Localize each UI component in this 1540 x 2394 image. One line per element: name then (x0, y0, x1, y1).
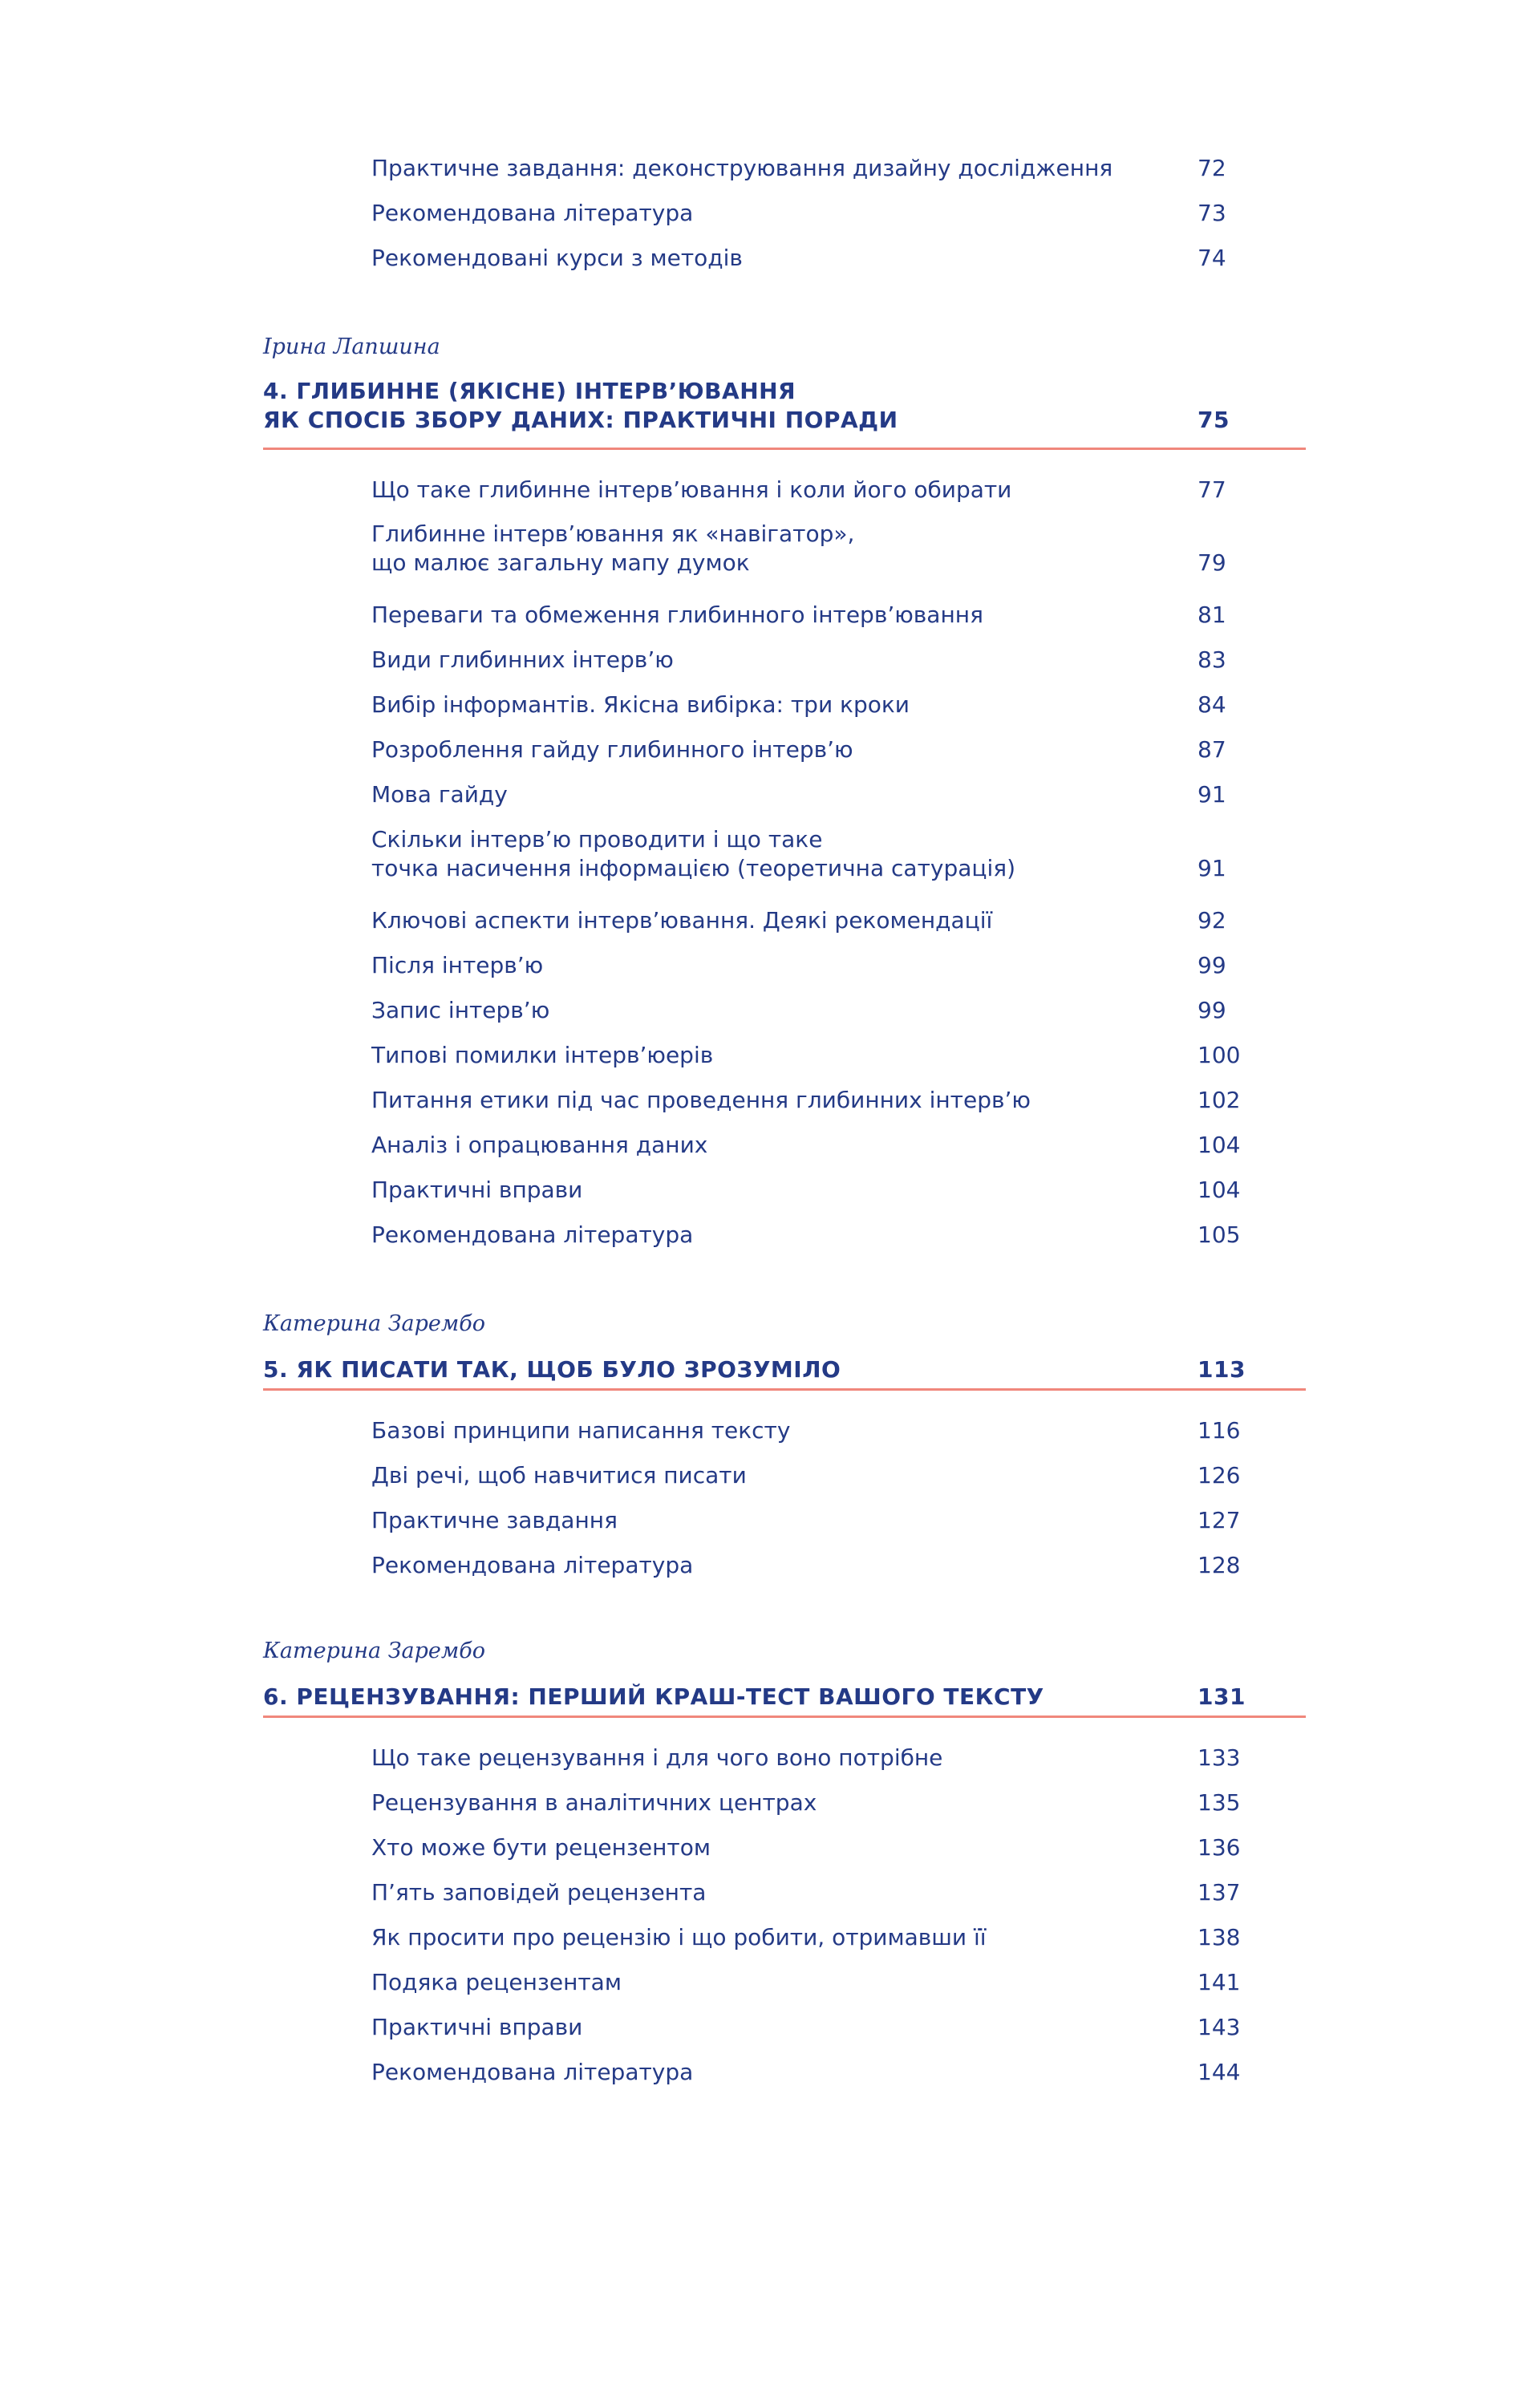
toc-entry-title: Переваги та обмеження глибинного інтерв’ювання (371, 602, 983, 628)
toc-entry[interactable] (371, 951, 1247, 980)
toc-entry-title: що малює загальну мапу думок (371, 549, 750, 576)
toc-entry-title: Рецензування в аналітичних центрах (371, 1789, 817, 1816)
toc-entry-title: Як просити про рецензію і що робити, отримавши її (371, 1924, 987, 1950)
toc-entry-title: Що таке глибинне інтерв’ювання і коли його обирати (371, 476, 1012, 503)
toc-entry-page: 105 (1198, 1221, 1241, 1248)
toc-entry-title: Рекомендована література (371, 200, 694, 226)
toc-entry[interactable] (371, 1968, 1247, 1997)
toc-entry[interactable] (371, 520, 1247, 577)
toc-entry-title: Рекомендовані курси з методів (371, 245, 743, 271)
toc-entry[interactable] (371, 1506, 1247, 1535)
toc-entry-page: 104 (1198, 1177, 1241, 1203)
toc-entry-page: 136 (1198, 1834, 1241, 1861)
toc-entry-title: Аналіз і опрацювання даних (371, 1132, 708, 1158)
toc-entry[interactable] (371, 825, 1247, 883)
toc-entry-page: 137 (1198, 1879, 1241, 1906)
toc-entry-page: 141 (1198, 1969, 1241, 1995)
toc-entry-page: 79 (1198, 549, 1226, 576)
toc-entry-page: 91 (1198, 781, 1226, 808)
toc-entry-page: 144 (1198, 2059, 1241, 2085)
toc-entry-title: Запис інтерв’ю (371, 997, 550, 1023)
toc-entry-title: Вибір інформантів. Якісна вибірка: три кроки (371, 691, 910, 718)
chapter-page: 113 (1198, 1356, 1246, 1383)
toc-entry-title: Практичне завдання (371, 1507, 618, 1533)
toc-entry[interactable] (371, 1878, 1247, 1907)
toc-entry[interactable] (371, 1461, 1247, 1490)
toc-entry-page: 102 (1198, 1087, 1241, 1113)
toc-entry-page: 72 (1198, 155, 1226, 181)
toc-entry[interactable] (371, 1833, 1247, 1862)
toc-entry-title: Подяка рецензентам (371, 1969, 622, 1995)
chapter-author: Ірина Лапшина (263, 334, 440, 359)
toc-entry-page: 99 (1198, 952, 1226, 978)
toc-entry-title: Рекомендована література (371, 1552, 694, 1578)
toc-entry-title: Розроблення гайду глибинного інтерв’ю (371, 736, 853, 763)
toc-entry-title: Після інтерв’ю (371, 952, 544, 978)
toc-entry-page: 77 (1198, 476, 1226, 503)
toc-entry-page: 104 (1198, 1132, 1241, 1158)
toc-entry-title: Типові помилки інтерв’юерів (371, 1042, 714, 1068)
chapter-divider (263, 1388, 1306, 1391)
toc-entry-page: 84 (1198, 691, 1226, 718)
chapter-title-line1: 4. ГЛИБИННЕ (ЯКІСНЕ) ІНТЕРВ’ЮВАННЯ (263, 378, 796, 404)
toc-entry[interactable] (371, 996, 1247, 1025)
toc-entry-title: Що таке рецензування і для чого воно потрібне (371, 1744, 943, 1771)
toc-entry[interactable] (371, 476, 1247, 504)
chapter-author: Катерина Зарембо (263, 1639, 486, 1663)
chapter-author: Катерина Зарембо (263, 1311, 486, 1336)
toc-entry-title: Рекомендована література (371, 2059, 694, 2085)
chapter-title-text: 6. РЕЦЕНЗУВАННЯ: ПЕРШИЙ КРАШ-ТЕСТ ВАШОГО ТЕКСТУ (263, 1683, 1044, 1710)
toc-entry[interactable] (371, 906, 1247, 935)
chapter-divider (263, 448, 1306, 450)
toc-entry-title: Базові принципи написання тексту (371, 1417, 791, 1444)
toc-entry-page: 135 (1198, 1789, 1241, 1816)
toc-entry[interactable] (371, 244, 1247, 273)
toc-entry-page: 99 (1198, 997, 1226, 1023)
toc-entry-page: 133 (1198, 1744, 1241, 1771)
chapter-title[interactable] (263, 377, 1307, 435)
toc-entry-page: 91 (1198, 855, 1226, 881)
toc-entry-title: Мова гайду (371, 781, 508, 808)
toc-entry-title: Практичні вправи (371, 1177, 583, 1203)
toc-entry[interactable] (371, 1041, 1247, 1070)
toc-entry[interactable] (371, 1221, 1247, 1250)
toc-entry[interactable] (371, 154, 1247, 183)
chapter-title-text: 5. ЯК ПИСАТИ ТАК, ЩОБ БУЛО ЗРОЗУМІЛО (263, 1356, 841, 1383)
toc-entry[interactable] (371, 1923, 1247, 1952)
toc-entry[interactable] (371, 601, 1247, 630)
toc-entry-page: 83 (1198, 646, 1226, 673)
toc-entry-title: Види глибинних інтерв’ю (371, 646, 674, 673)
toc-entry-page: 143 (1198, 2014, 1241, 2040)
chapter-title[interactable] (263, 1683, 1307, 1711)
toc-entry[interactable] (371, 1788, 1247, 1817)
toc-entry-page: 126 (1198, 1462, 1241, 1489)
toc-entry-page: 74 (1198, 245, 1226, 271)
toc-entry[interactable] (371, 1176, 1247, 1205)
toc-entry-title: Практичне завдання: деконструювання дизайну дослідження (371, 155, 1113, 181)
toc-entry[interactable] (371, 691, 1247, 719)
toc-entry-page: 100 (1198, 1042, 1241, 1068)
toc-entry[interactable] (371, 2013, 1247, 2042)
toc-entry-title: Дві речі, щоб навчитися писати (371, 1462, 747, 1489)
toc-entry-page: 92 (1198, 907, 1226, 934)
toc-entry-title: Питання етики під час проведення глибинних інтерв’ю (371, 1087, 1031, 1113)
toc-entry-page: 87 (1198, 736, 1226, 763)
toc-entry-page: 73 (1198, 200, 1226, 226)
toc-entry[interactable] (371, 1551, 1247, 1580)
toc-entry-title: Рекомендована література (371, 1221, 694, 1248)
toc-entry-title: Ключові аспекти інтерв’ювання. Деякі рекомендації (371, 907, 993, 934)
toc-entry[interactable] (371, 2058, 1247, 2087)
toc-entry[interactable] (371, 1416, 1247, 1445)
toc-entry-title: точка насичення інформацією (теоретична сатурація) (371, 855, 1016, 881)
toc-entry[interactable] (371, 646, 1247, 674)
toc-entry-page: 127 (1198, 1507, 1241, 1533)
toc-entry-title: П’ять заповідей рецензента (371, 1879, 707, 1906)
toc-entry[interactable] (371, 199, 1247, 228)
chapter-page: 131 (1198, 1683, 1246, 1710)
chapter-title-line2: ЯК СПОСІБ ЗБОРУ ДАНИХ: ПРАКТИЧНІ ПОРАДИ (263, 407, 898, 433)
chapter-title[interactable] (263, 1355, 1307, 1384)
toc-entry[interactable] (371, 735, 1247, 764)
chapter-page: 75 (1198, 407, 1230, 433)
chapter-divider (263, 1715, 1306, 1718)
toc-entry-page: 116 (1198, 1417, 1241, 1444)
toc-entry-page: 81 (1198, 602, 1226, 628)
toc-entry-page: 138 (1198, 1924, 1241, 1950)
toc-entry-title-line1: Глибинне інтерв’ювання як «навігатор», (371, 521, 855, 547)
toc-entry-title: Хто може бути рецензентом (371, 1834, 711, 1861)
toc-entry[interactable] (371, 1086, 1247, 1115)
toc-entry[interactable] (371, 780, 1247, 809)
toc-entry-page: 128 (1198, 1552, 1241, 1578)
toc-entry-title: Практичні вправи (371, 2014, 583, 2040)
toc-entry-title-line1: Скільки інтерв’ю проводити і що таке (371, 826, 823, 853)
toc-entry[interactable] (371, 1744, 1247, 1772)
toc-entry[interactable] (371, 1131, 1247, 1160)
